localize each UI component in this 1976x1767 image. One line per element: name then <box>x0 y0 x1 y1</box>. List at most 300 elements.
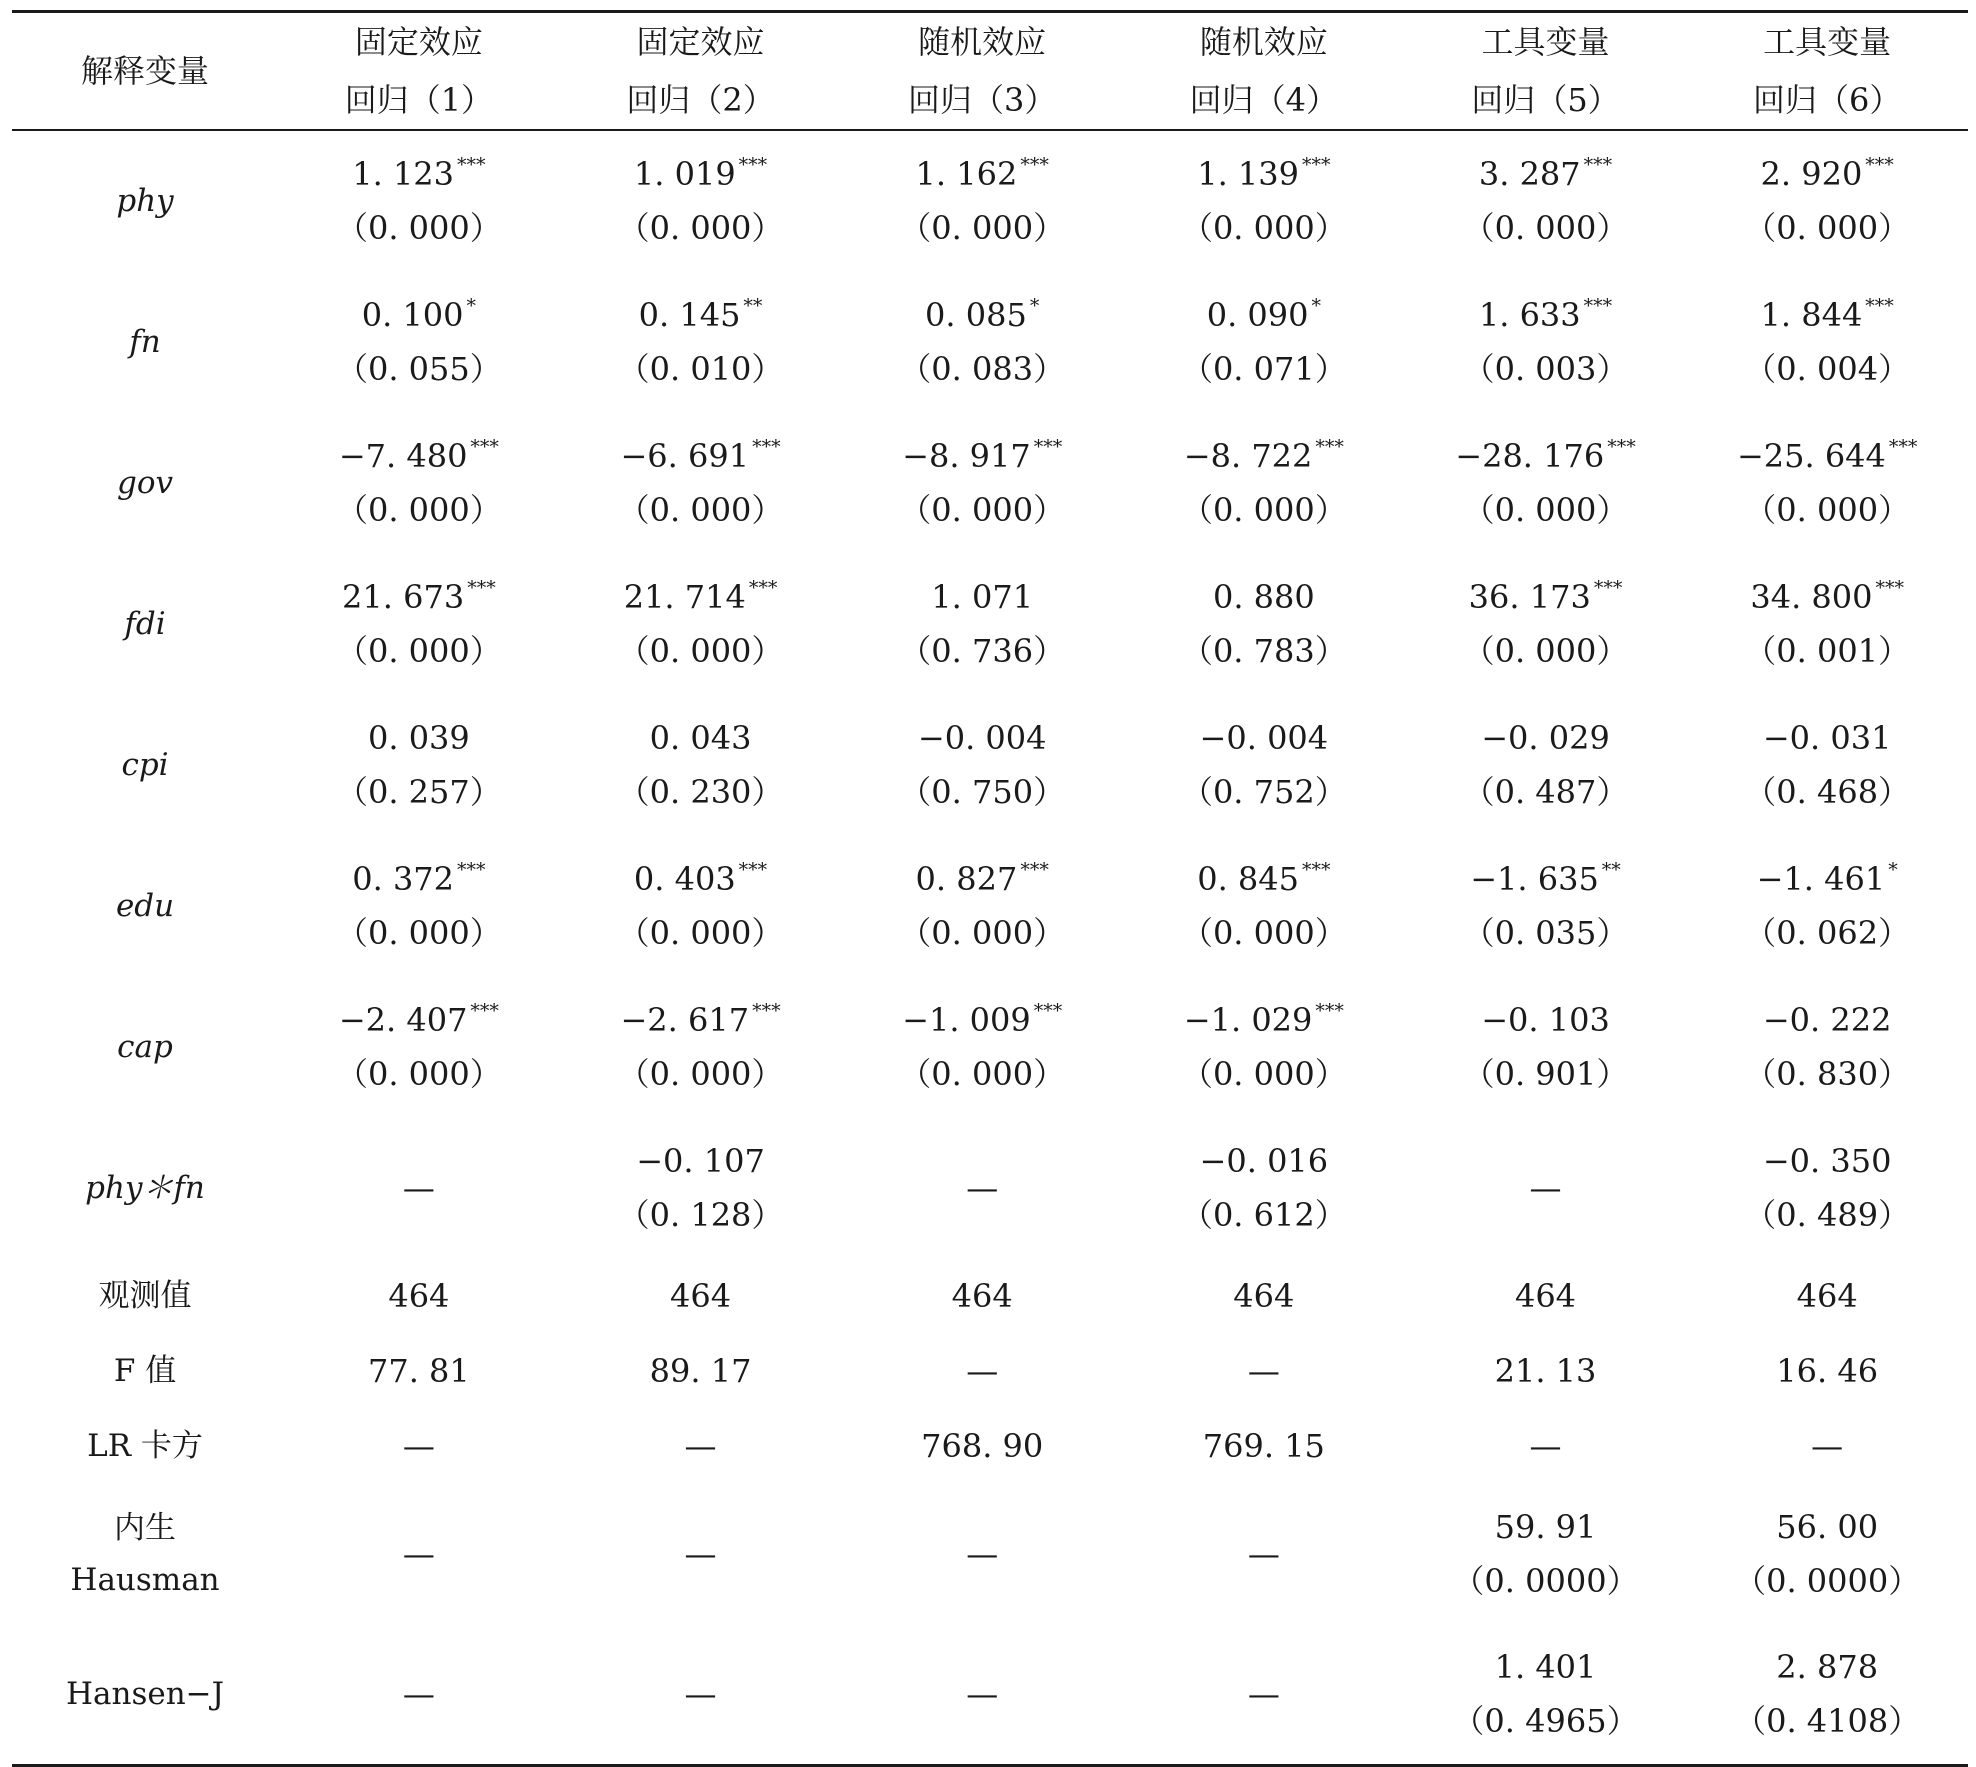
table-cell <box>1405 553 1687 694</box>
table-cell <box>1686 1483 1968 1624</box>
coef-value: −0. 016 <box>1199 1141 1329 1180</box>
coef-value-line <box>1686 570 1968 624</box>
p-value: （0. 128） <box>617 1195 784 1234</box>
significance-stars: *** <box>738 154 768 176</box>
col-header-5 <box>1405 12 1687 131</box>
table-row-stat <box>12 1333 1968 1408</box>
col-header-1 <box>278 12 560 131</box>
row-label-line: Hausman <box>70 1561 220 1598</box>
table-cell <box>841 271 1123 412</box>
table-cell <box>278 1483 560 1624</box>
table-cell <box>1686 271 1968 412</box>
coef-value-line <box>841 147 1123 201</box>
table-row-cap <box>12 976 1968 1117</box>
coef-value-line <box>841 852 1123 906</box>
p-value: （0. 4108） <box>1734 1701 1921 1740</box>
significance-stars: *** <box>1593 576 1623 599</box>
coef-value-line <box>841 1161 1123 1215</box>
table-cell: 464 <box>1796 1276 1858 1315</box>
significance-stars: *** <box>467 576 496 599</box>
coef-value: 1. 071 <box>931 577 1034 616</box>
significance-stars: * <box>466 294 477 317</box>
row-label: fdi <box>124 605 166 642</box>
table-cell <box>841 835 1123 976</box>
table-cell: 464 <box>1233 1276 1295 1315</box>
table-row-edu <box>12 835 1968 976</box>
coef-value: −8. 722 <box>1183 436 1313 475</box>
col-header-4 <box>1123 12 1405 131</box>
coef-value: 0. 880 <box>1212 577 1315 616</box>
coef-value-line <box>1686 1134 1968 1188</box>
p-value: （0. 783） <box>1180 631 1347 670</box>
coef-value-line <box>1405 288 1687 342</box>
significance-stars: *** <box>1865 294 1894 317</box>
coef-value-line <box>1686 288 1968 342</box>
coef-value: 0. 085 <box>925 295 1027 334</box>
p-value: （0. 901） <box>1462 1054 1629 1093</box>
table-cell <box>560 1483 842 1624</box>
significance-stars: *** <box>1301 858 1331 881</box>
table-cell <box>841 1117 1123 1258</box>
p-value: （0. 001） <box>1744 631 1911 670</box>
coef-value-line <box>278 993 560 1047</box>
p-value: （0. 000） <box>617 1054 784 1093</box>
test-value: 1. 401 <box>1494 1647 1597 1686</box>
p-value: （0. 489） <box>1744 1195 1911 1234</box>
significance-stars: *** <box>1888 435 1918 458</box>
significance-stars: *** <box>457 154 486 176</box>
coef-value-line <box>278 429 560 483</box>
p-value: （0. 000） <box>1180 1054 1347 1093</box>
coef-value-line <box>278 711 560 765</box>
coef-value-line <box>841 570 1123 624</box>
significance-stars: *** <box>748 576 778 599</box>
coef-value-line <box>1405 1161 1687 1215</box>
coef-value-line <box>1405 852 1687 906</box>
p-value: （0. 000） <box>899 490 1066 529</box>
significance-stars: *** <box>457 858 486 881</box>
p-value: （0. 0000） <box>1734 1561 1921 1600</box>
p-value: （0. 000） <box>1462 209 1629 247</box>
coef-value: −0. 222 <box>1762 1000 1892 1039</box>
test-value: — <box>402 1534 435 1573</box>
table-cell <box>1686 976 1968 1117</box>
coef-value-line <box>1405 570 1687 624</box>
p-value: （0. 000） <box>1180 490 1347 529</box>
p-value: （0. 468） <box>1744 772 1911 811</box>
coef-value: 1. 139 <box>1197 155 1299 193</box>
significance-stars: *** <box>1583 294 1613 317</box>
table-cell: — <box>966 1351 999 1390</box>
coef-value: −1. 461 <box>1756 859 1886 898</box>
table-cell <box>1405 694 1687 835</box>
coef-value: −0. 350 <box>1762 1141 1892 1180</box>
coef-value-line <box>278 147 560 201</box>
p-value: （0. 000） <box>899 209 1066 247</box>
significance-stars: *** <box>1033 435 1063 458</box>
table-cell: 89. 17 <box>649 1351 752 1390</box>
col-header-2 <box>560 12 842 131</box>
col-header-line2: 回归（2） <box>626 81 775 119</box>
coef-value-line <box>278 288 560 342</box>
table-cell: 464 <box>951 1276 1013 1315</box>
coef-value: 0. 403 <box>633 859 736 898</box>
table-cell <box>278 1117 560 1258</box>
table-cell <box>841 694 1123 835</box>
table-cell <box>560 694 842 835</box>
table-cell <box>1123 130 1405 271</box>
table-cell <box>1123 412 1405 553</box>
coef-value: 1. 844 <box>1760 295 1863 334</box>
p-value: （0. 010） <box>617 349 784 388</box>
p-value: （0. 083） <box>899 349 1066 388</box>
table-cell <box>1123 694 1405 835</box>
coef-value: 0. 039 <box>367 718 470 757</box>
table-cell <box>1123 1624 1405 1765</box>
p-value: （0. 000） <box>617 913 784 952</box>
coef-value: 36. 173 <box>1468 577 1591 616</box>
coef-value-line <box>1686 852 1968 906</box>
coef-value-line <box>1405 429 1687 483</box>
significance-stars: *** <box>738 858 768 881</box>
table-cell <box>1123 553 1405 694</box>
coef-value: 0. 372 <box>352 859 455 898</box>
table-cell: — <box>684 1426 717 1465</box>
coef-value: 1. 123 <box>352 155 455 193</box>
coef-value: −0. 004 <box>917 718 1047 757</box>
p-value: （0. 257） <box>335 772 502 811</box>
coef-value-line <box>278 1161 560 1215</box>
table-row-phy <box>12 130 1968 271</box>
table-cell <box>278 1624 560 1765</box>
table-cell <box>1123 976 1405 1117</box>
table-cell: 16. 46 <box>1776 1351 1879 1390</box>
coef-value-line <box>1123 852 1405 906</box>
significance-stars: *** <box>1607 435 1636 458</box>
table-cell <box>278 976 560 1117</box>
table-cell <box>1405 1624 1687 1765</box>
regression-results-table <box>12 10 1968 1767</box>
row-label: fn <box>129 323 161 360</box>
significance-stars: *** <box>752 435 781 458</box>
significance-stars: *** <box>1301 154 1331 176</box>
table-cell <box>560 976 842 1117</box>
coef-value: −7. 480 <box>338 436 468 475</box>
coef-value-line <box>1686 711 1968 765</box>
row-label <box>12 1483 278 1624</box>
table-cell <box>1123 271 1405 412</box>
coef-value-line <box>1405 993 1687 1047</box>
coef-value-line <box>560 429 842 483</box>
coef-value: −2. 617 <box>620 1000 750 1039</box>
table-cell <box>841 1483 1123 1624</box>
test-value: — <box>966 1674 999 1713</box>
coef-value: 1. 019 <box>633 155 736 193</box>
table-cell <box>560 835 842 976</box>
test-value: 59. 91 <box>1494 1507 1597 1546</box>
p-value: （0. 750） <box>899 772 1066 811</box>
table-cell <box>560 130 842 271</box>
p-value: （0. 055） <box>335 349 502 388</box>
col-header-line1: 随机效应 <box>918 23 1047 61</box>
table-cell <box>1405 412 1687 553</box>
row-label: phy＊fn <box>85 1169 205 1206</box>
coef-value: 21. 673 <box>342 577 465 616</box>
row-label-line: 内生 <box>114 1509 177 1546</box>
table-cell <box>278 553 560 694</box>
table-cell <box>1405 1117 1687 1258</box>
significance-stars: *** <box>1020 858 1049 881</box>
coef-value: — <box>1529 1168 1562 1207</box>
coef-value-line <box>560 711 842 765</box>
table-cell <box>841 412 1123 553</box>
coef-value: 21. 714 <box>623 577 746 616</box>
significance-stars: *** <box>1315 999 1344 1022</box>
table-cell <box>278 271 560 412</box>
coef-value-line <box>1686 429 1968 483</box>
col-header-line2: 回归（3） <box>908 81 1057 119</box>
test-value: 56. 00 <box>1776 1507 1879 1546</box>
coef-value-line <box>1123 993 1405 1047</box>
col-header-line2: 回归（5） <box>1471 81 1620 119</box>
coef-value-line <box>841 711 1123 765</box>
p-value: （0. 000） <box>1180 209 1347 247</box>
p-value: （0. 003） <box>1462 349 1629 388</box>
coef-value: 0. 845 <box>1197 859 1299 898</box>
table-cell <box>1686 835 1968 976</box>
significance-stars: *** <box>1033 999 1063 1022</box>
coef-value: −28. 176 <box>1455 436 1605 475</box>
test-value: — <box>1247 1534 1280 1573</box>
p-value: （0. 035） <box>1462 913 1629 952</box>
table-cell <box>1405 1483 1687 1624</box>
row-label: LR 卡方 <box>87 1427 203 1464</box>
coef-value-line <box>1123 711 1405 765</box>
coef-value-line <box>841 288 1123 342</box>
table-cell <box>1686 130 1968 271</box>
p-value: （0. 230） <box>617 772 784 811</box>
coef-value: 0. 090 <box>1206 295 1309 334</box>
col-header-line1: 固定效应 <box>636 23 765 61</box>
col-header-line1: 固定效应 <box>354 23 483 61</box>
test-value: 2. 878 <box>1776 1647 1879 1686</box>
coef-value: 0. 100 <box>361 295 464 334</box>
p-value: （0. 000） <box>617 490 784 529</box>
coef-value-line <box>560 993 842 1047</box>
col-header-3 <box>841 12 1123 131</box>
coef-value: −25. 644 <box>1736 436 1886 475</box>
p-value: （0. 0000） <box>1452 1561 1639 1600</box>
table-cell <box>841 130 1123 271</box>
coef-value: 0. 043 <box>649 718 752 757</box>
coef-value-line <box>841 993 1123 1047</box>
significance-stars: * <box>1888 858 1898 881</box>
row-label: 观测值 <box>98 1277 192 1314</box>
table-row-stat <box>12 1408 1968 1483</box>
p-value: （0. 000） <box>899 1054 1066 1093</box>
table-cell: 769. 15 <box>1202 1426 1325 1465</box>
table-cell <box>1405 130 1687 271</box>
coef-value-line <box>1405 711 1687 765</box>
coef-value-line <box>1405 147 1687 201</box>
table-cell <box>841 1624 1123 1765</box>
coef-value: −1. 635 <box>1470 859 1599 898</box>
coef-value: 0. 827 <box>915 859 1018 898</box>
p-value: （0. 000） <box>1744 490 1911 529</box>
table-cell <box>278 412 560 553</box>
coef-value-line <box>560 852 842 906</box>
table-cell <box>560 412 842 553</box>
coef-value-line <box>1123 1134 1405 1188</box>
coef-value: −0. 004 <box>1199 718 1329 757</box>
table-row-phyfn <box>12 1117 1968 1258</box>
test-value: — <box>966 1534 999 1573</box>
coef-value: −1. 029 <box>1183 1000 1313 1039</box>
coef-value: 1. 633 <box>1478 295 1581 334</box>
p-value: （0. 000） <box>335 1054 502 1093</box>
table-cell: — <box>1247 1351 1280 1390</box>
col-header-line2: 回归（4） <box>1189 81 1339 119</box>
coef-value-line <box>560 147 842 201</box>
table-row-stat <box>12 1258 1968 1333</box>
table-cell <box>1405 271 1687 412</box>
table-cell <box>1686 1117 1968 1258</box>
table-cell <box>560 1117 842 1258</box>
table-cell <box>1686 553 1968 694</box>
p-value: （0. 000） <box>335 631 502 670</box>
row-label: F 值 <box>113 1352 177 1389</box>
table-row-cpi <box>12 694 1968 835</box>
table-cell: 464 <box>1514 1276 1577 1315</box>
corner-label: 解释变量 <box>12 12 278 131</box>
p-value: （0. 004） <box>1744 349 1911 388</box>
test-value: — <box>1247 1674 1280 1713</box>
regression-table-container <box>12 10 1968 1767</box>
coef-value: 34. 800 <box>1750 577 1873 616</box>
p-value: （0. 000） <box>1744 209 1911 247</box>
table-cell <box>841 553 1123 694</box>
table-cell: 768. 90 <box>921 1426 1044 1465</box>
test-value: — <box>684 1534 717 1573</box>
row-label: gov <box>117 464 174 501</box>
table-cell: — <box>1811 1426 1844 1465</box>
coef-value-line <box>278 570 560 624</box>
table-cell <box>1123 1483 1405 1624</box>
table-cell: 464 <box>388 1276 450 1315</box>
coef-value-line <box>1686 993 1968 1047</box>
coef-value: −1. 009 <box>902 1000 1031 1039</box>
table-cell <box>1686 1624 1968 1765</box>
coef-value: 2. 920 <box>1760 155 1863 193</box>
row-label <box>12 1624 278 1765</box>
significance-stars: *** <box>470 999 499 1022</box>
col-header-line2: 回归（1） <box>344 81 494 119</box>
significance-stars: * <box>1311 294 1321 317</box>
p-value: （0. 487） <box>1462 772 1629 811</box>
coef-value-line <box>560 570 842 624</box>
col-header-6 <box>1686 12 1968 131</box>
significance-stars: ** <box>1601 858 1621 881</box>
coef-value: −0. 103 <box>1481 1000 1610 1039</box>
coef-value: −8. 917 <box>902 436 1031 475</box>
row-label: cpi <box>121 746 169 783</box>
significance-stars: ** <box>743 294 763 317</box>
p-value: （0. 000） <box>617 631 784 670</box>
coef-value-line <box>1123 429 1405 483</box>
table-cell <box>1686 412 1968 553</box>
p-value: （0. 000） <box>335 913 502 952</box>
coef-value-line <box>278 852 560 906</box>
table-cell <box>1405 976 1687 1117</box>
table-row-test <box>12 1483 1968 1624</box>
coef-value: 3. 287 <box>1478 155 1581 193</box>
table-cell <box>1123 835 1405 976</box>
table-cell: — <box>1529 1426 1562 1465</box>
table-header <box>12 12 1968 131</box>
coef-value: 0. 145 <box>638 295 741 334</box>
significance-stars: *** <box>752 999 781 1022</box>
table-cell <box>278 694 560 835</box>
coef-value-line <box>1123 147 1405 201</box>
test-value: — <box>684 1674 717 1713</box>
table-row-test <box>12 1624 1968 1765</box>
coef-value: −0. 107 <box>636 1141 765 1180</box>
col-header-line1: 工具变量 <box>1763 23 1892 61</box>
coef-value-line <box>1123 570 1405 624</box>
significance-stars: *** <box>1865 154 1894 176</box>
table-row-fn <box>12 271 1968 412</box>
row-label: phy <box>116 183 174 219</box>
table-cell <box>841 976 1123 1117</box>
significance-stars: * <box>1029 294 1040 317</box>
row-label: edu <box>115 887 175 924</box>
coef-value: −0. 029 <box>1481 718 1610 757</box>
table-cell <box>278 130 560 271</box>
table-cell: 464 <box>669 1276 732 1315</box>
p-value: （0. 000） <box>1462 631 1629 670</box>
coef-value: — <box>966 1168 999 1207</box>
p-value: （0. 752） <box>1180 772 1347 811</box>
coef-value: −0. 031 <box>1762 718 1892 757</box>
p-value: （0. 071） <box>1180 349 1347 388</box>
p-value: （0. 612） <box>1180 1195 1347 1234</box>
p-value: （0. 830） <box>1744 1054 1911 1093</box>
p-value: （0. 000） <box>617 209 784 247</box>
coef-value-line <box>1123 288 1405 342</box>
significance-stars: *** <box>1020 154 1049 176</box>
coef-value-line <box>841 429 1123 483</box>
col-header-line1: 工具变量 <box>1481 23 1610 61</box>
table-row-gov <box>12 412 1968 553</box>
coef-value-line <box>560 288 842 342</box>
p-value: （0. 4965） <box>1452 1701 1639 1740</box>
table-cell: — <box>402 1426 435 1465</box>
coef-value: −6. 691 <box>620 436 750 475</box>
significance-stars: *** <box>1315 435 1344 458</box>
table-row-fdi <box>12 553 1968 694</box>
col-header-line1: 随机效应 <box>1199 23 1328 61</box>
significance-stars: *** <box>1875 576 1904 599</box>
p-value: （0. 000） <box>1180 913 1347 952</box>
table-cell: 21. 13 <box>1494 1351 1597 1390</box>
p-value: （0. 000） <box>1462 490 1629 529</box>
p-value: （0. 062） <box>1744 913 1911 952</box>
significance-stars: *** <box>470 435 499 458</box>
table-cell <box>560 1624 842 1765</box>
table-body <box>12 130 1968 1765</box>
test-value: — <box>402 1674 435 1713</box>
p-value: （0. 000） <box>335 490 502 529</box>
